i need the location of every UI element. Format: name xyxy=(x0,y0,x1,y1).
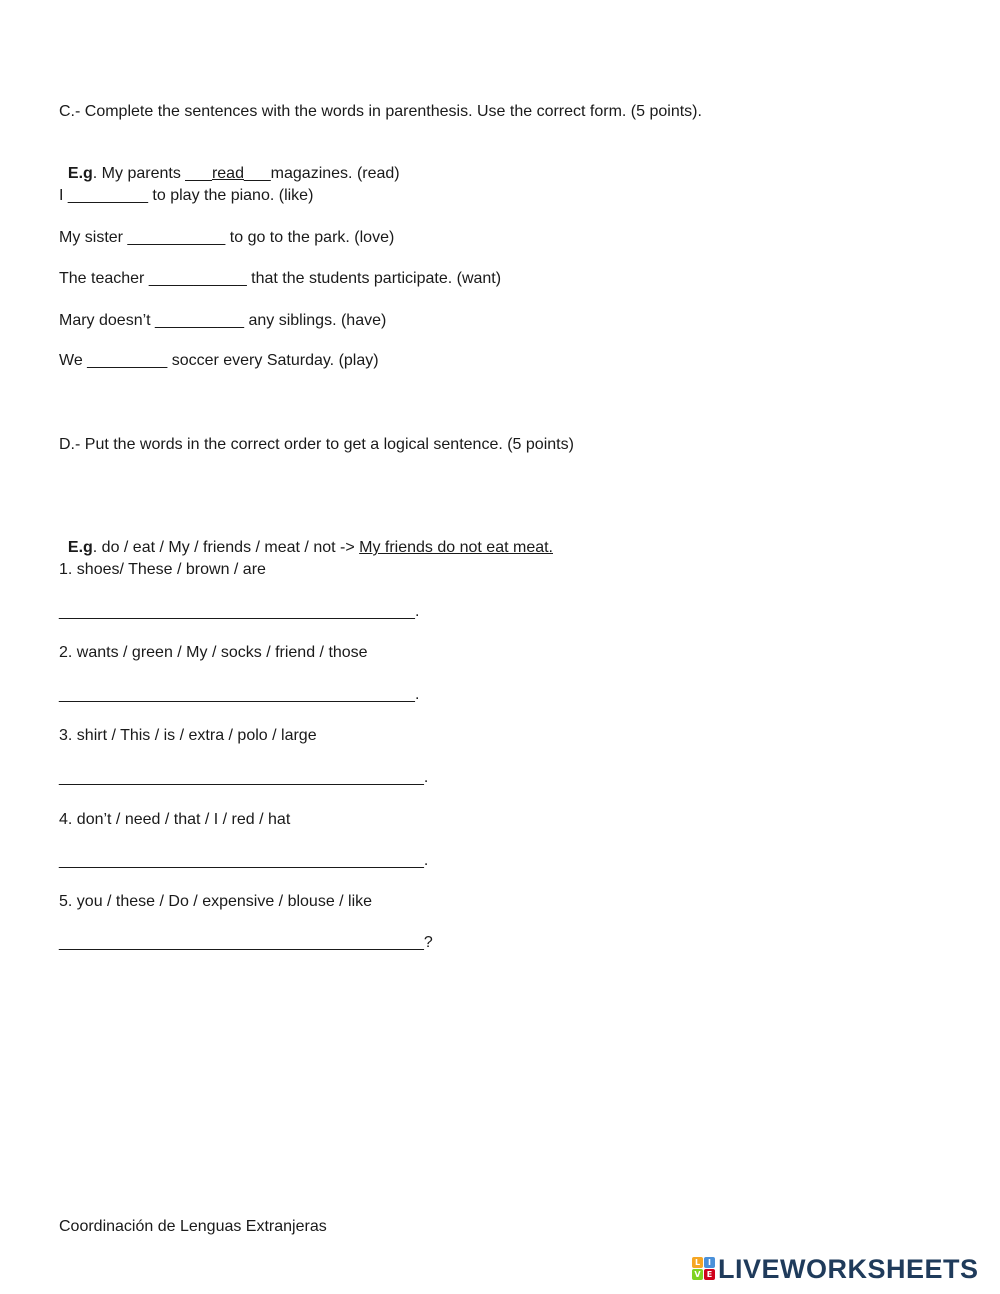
section-c-item[interactable]: Mary doesn’t __________ any siblings. (have) xyxy=(59,312,387,329)
example-label: E.g xyxy=(67,539,93,556)
footer-text: Coordinación de Lenguas Extranjeras xyxy=(59,1218,327,1235)
section-d-prompt: 1. shoes/ These / brown / are xyxy=(59,561,266,578)
answer-line[interactable]: _________________________________________? xyxy=(59,934,433,951)
example-label: E.g xyxy=(67,165,93,182)
section-c-instruction: C.- Complete the sentences with the words in parenthesis. Use the correct form. (5 points). xyxy=(59,103,702,120)
logo-mark-letter: L xyxy=(692,1257,703,1268)
section-d-example xyxy=(59,518,553,558)
logo-mark-letter: E xyxy=(704,1269,715,1280)
section-c-item[interactable]: I _________ to play the piano. (like) xyxy=(59,187,314,204)
answer-line[interactable]: ________________________________________. xyxy=(59,686,420,703)
example-pre: . do / eat / My / friends / meat / not -> xyxy=(92,539,360,556)
logo-mark-letter: V xyxy=(692,1269,703,1280)
logo-text: LIVEWORKSHEETS xyxy=(718,1253,979,1284)
section-c-item[interactable]: My sister ___________ to go to the park. (love) xyxy=(59,229,395,246)
section-d-prompt: 3. shirt / This / is / extra / polo / large xyxy=(59,727,317,744)
example-answer: My friends do not eat meat. xyxy=(359,539,553,556)
logo-mark-letter: I xyxy=(704,1257,715,1268)
section-d-prompt: 4. don’t / need / that / I / red / hat xyxy=(59,811,291,828)
section-c-example xyxy=(59,144,400,184)
answer-line[interactable]: ________________________________________. xyxy=(59,603,420,620)
answer-line[interactable]: _________________________________________. xyxy=(59,769,429,786)
example-answer: read xyxy=(211,165,244,182)
section-c-item[interactable]: We _________ soccer every Saturday. (play) xyxy=(59,352,379,369)
liveworksheets-logo xyxy=(692,1255,979,1283)
logo-mark-icon xyxy=(692,1257,716,1281)
example-post: ___magazines. (read) xyxy=(243,165,400,182)
section-d-prompt: 2. wants / green / My / socks / friend / those xyxy=(59,644,368,661)
answer-line[interactable]: _________________________________________. xyxy=(59,852,429,869)
example-pre: . My parents ___ xyxy=(92,165,212,182)
section-d-instruction: D.- Put the words in the correct order to get a logical sentence. (5 points) xyxy=(59,436,574,453)
section-d-prompt: 5. you / these / Do / expensive / blouse / like xyxy=(59,893,373,910)
section-c-item[interactable]: The teacher ___________ that the students participate. (want) xyxy=(59,270,502,287)
